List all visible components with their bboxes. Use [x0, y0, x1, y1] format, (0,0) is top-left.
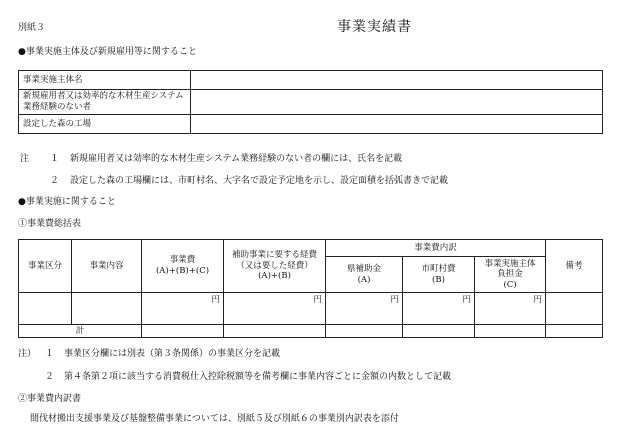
note2-number: ２ [50, 176, 60, 186]
header-entity-line1: 事業実施主体 [484, 258, 536, 269]
total-pref[interactable] [326, 325, 403, 338]
cell-pref[interactable]: 円 [326, 293, 403, 325]
forest-factory-value[interactable] [191, 115, 603, 134]
note1-text: 新規雇用者又は効率的な木材生産システム業務経験のない者の欄には、氏名を記載 [70, 154, 403, 164]
document-title: 事業実績書 [337, 19, 412, 35]
cell-category[interactable] [19, 293, 72, 325]
section1-heading: ●事業実施主体及び新規雇用等に関すること [18, 47, 197, 57]
total-cost[interactable] [142, 325, 224, 338]
cell-cost[interactable]: 円 [142, 293, 224, 325]
total-city[interactable] [403, 325, 475, 338]
breakdown-text: 間伐材搬出支援事業及び基盤整備事業については、別紙５及び別紙６の事業別内訳表を添付 [30, 414, 399, 424]
header-pref-line2: (A) [357, 274, 371, 285]
header-entity-line2: 負担金 [497, 269, 523, 280]
header-subsidy-line3: (A)+(B) [258, 271, 291, 282]
header-pref-subsidy [326, 257, 403, 293]
note1-number: １ [50, 154, 60, 164]
section2-heading: ●事業実施に関すること [18, 197, 116, 207]
header-entity-burden [475, 257, 546, 293]
header-city-line2: (B) [432, 274, 445, 285]
note2-text: 設定した森の工場欄には、市町村名、大字名で設定予定地を示し、設定面積を括弧書きで記載 [70, 176, 449, 186]
cell-remarks[interactable] [546, 293, 603, 325]
note4-number: ２ [45, 372, 55, 382]
note3-text: 事業区分欄には別表（第３条関係）の事業区分を記載 [64, 349, 281, 359]
new-hire-label: 新規雇用者又は効率的な木材生産システム業務経験のない者 [19, 90, 191, 115]
table-row [19, 293, 603, 325]
breakdown-heading: ②事業費内訳書 [18, 394, 82, 404]
header-cost-line1: 事業費 [169, 255, 196, 266]
header-cost [142, 240, 224, 293]
cell-entity[interactable]: 円 [475, 293, 546, 325]
cost-summary-table [18, 239, 603, 338]
header-remarks: 備考 [546, 240, 603, 293]
header-cost-line2: (A)+(B)+(C) [155, 266, 210, 276]
note3-number: １ [45, 349, 55, 359]
form-number: 別紙３ [18, 23, 46, 33]
total-remarks[interactable] [546, 325, 603, 338]
header-content: 事業内容 [72, 240, 142, 293]
forest-factory-label: 設定した森の工場 [19, 115, 191, 134]
entity-info-table [18, 70, 603, 134]
cell-city[interactable]: 円 [403, 293, 475, 325]
new-hire-value[interactable] [191, 90, 603, 115]
note4-text: 第４条第２項に該当する消費税仕入控除税額等を備考欄に事業内容ごとに金額の内数として記載 [64, 372, 452, 382]
note3-label: 注） [18, 349, 37, 359]
header-city-line1: 市町村費 [421, 263, 456, 274]
header-pref-line1: 県補助金 [346, 263, 381, 274]
total-label: 計 [19, 325, 142, 338]
cell-content[interactable] [72, 293, 142, 325]
header-entity-line3: (C) [503, 279, 517, 290]
header-category: 事業区分 [19, 240, 72, 293]
total-row [19, 325, 603, 338]
entity-name-label: 事業実施主体名 [19, 71, 191, 90]
header-subsidy [224, 240, 326, 293]
note1-label: 注 [20, 154, 30, 164]
header-breakdown: 事業費内訳 [326, 240, 546, 257]
entity-name-value[interactable] [191, 71, 603, 90]
total-subsidy[interactable] [224, 325, 326, 338]
header-subsidy-line2: （又は要した経費） [236, 260, 313, 271]
summary-table-heading: ①事業費総括表 [18, 219, 82, 229]
cell-subsidy[interactable]: 円 [224, 293, 326, 325]
header-city-cost [403, 257, 475, 293]
header-subsidy-line1: 補助事業に要する経費 [231, 250, 317, 261]
total-entity[interactable] [475, 325, 546, 338]
